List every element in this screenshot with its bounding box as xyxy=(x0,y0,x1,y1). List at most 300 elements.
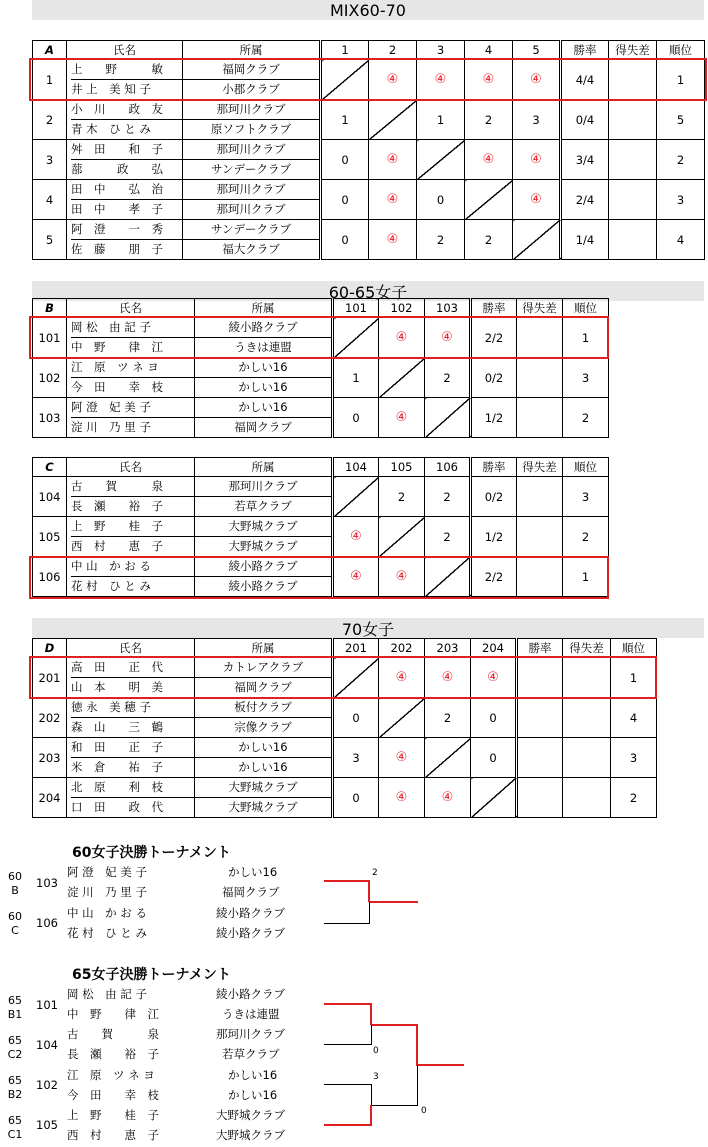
self-match-cell xyxy=(379,698,425,738)
match-score: 2 xyxy=(425,517,471,557)
col-header-affiliation: 所属 xyxy=(195,299,333,318)
bracket-line xyxy=(369,902,370,924)
club-name: 福岡クラブ xyxy=(222,62,280,76)
col-header-name: 氏名 xyxy=(67,299,195,318)
club-name: 大野城クラブ xyxy=(228,519,298,533)
player-name: 淀 川 乃 里 子 xyxy=(71,417,194,437)
table-row xyxy=(33,60,705,100)
match-score: 2 xyxy=(465,100,513,140)
club-name: 若草クラブ xyxy=(195,496,331,516)
player-name: 中 山 か お る xyxy=(67,906,147,920)
col-header: 102 xyxy=(379,299,425,318)
col-header: 101 xyxy=(333,299,379,318)
club-name: かしい16 xyxy=(228,1088,278,1102)
rank: 5 xyxy=(657,100,705,140)
mix-section-title: MIX60-70 xyxy=(32,0,704,20)
point-diff xyxy=(517,557,563,597)
club-name: うきは連盟 xyxy=(195,337,331,357)
rank: 2 xyxy=(563,398,609,438)
player-name: 北 原 利 枝 xyxy=(71,780,163,794)
bracket-line xyxy=(372,1024,418,1026)
win-rate: 2/2 xyxy=(471,318,517,358)
match-score: ④ xyxy=(425,778,471,818)
point-diff xyxy=(563,698,611,738)
self-match-cell xyxy=(379,517,425,557)
rank: 3 xyxy=(563,358,609,398)
player-name: 今 田 幸 枝 xyxy=(71,377,194,397)
col-header-win-rate: 勝率 xyxy=(561,41,609,60)
col-header: 5 xyxy=(513,41,561,60)
club-name: 大野城クラブ xyxy=(195,536,331,556)
pair-number: 3 xyxy=(33,140,67,180)
player-name: 青 木 ひ と み xyxy=(71,119,182,139)
pair-number: 203 xyxy=(33,738,67,778)
club-name: 小郡クラブ xyxy=(183,79,319,99)
match-score: 0 xyxy=(321,220,369,260)
self-match-cell xyxy=(425,557,471,597)
match-score: 0 xyxy=(321,140,369,180)
match-score: 3 xyxy=(513,100,561,140)
pair-number: 202 xyxy=(33,698,67,738)
bracket-score: 0 xyxy=(373,1046,379,1056)
club-name: サンデークラブ xyxy=(211,222,291,236)
bracket-score: 2 xyxy=(372,868,378,878)
match-score: 0 xyxy=(471,698,517,738)
point-diff xyxy=(609,60,657,100)
player-name: 中 山 か お る xyxy=(71,559,151,573)
match-score: ④ xyxy=(425,318,471,358)
table-row xyxy=(33,658,657,698)
point-diff xyxy=(609,180,657,220)
point-diff xyxy=(609,140,657,180)
rank: 1 xyxy=(563,557,609,597)
player-name: 阿 澄 一 秀 xyxy=(71,222,163,236)
bracket-line xyxy=(324,1124,372,1126)
club-name: 大野城クラブ xyxy=(195,797,331,817)
player-name: 岡 松 由 記 子 xyxy=(71,320,151,334)
player-name: 上 野 桂 子 xyxy=(71,519,163,533)
rank: 4 xyxy=(611,698,657,738)
win-rate: 2/4 xyxy=(561,180,609,220)
point-diff xyxy=(563,778,611,818)
club-name: 大野城クラブ xyxy=(216,1128,285,1142)
club-name: かしい16 xyxy=(195,757,331,777)
bracket-line xyxy=(372,1105,418,1106)
player-name: 小 川 政 友 xyxy=(71,102,163,116)
col-header: 106 xyxy=(425,458,471,477)
bracket-score: 3 xyxy=(373,1072,379,1082)
player-name: 上 野 敏 xyxy=(71,62,163,76)
pair-number: 101 xyxy=(36,998,58,1012)
match-score: ④ xyxy=(465,140,513,180)
win-rate: 0/2 xyxy=(471,358,517,398)
pair-number: 103 xyxy=(36,876,58,890)
player-name: 田 中 孝 子 xyxy=(71,199,182,219)
match-score: 0 xyxy=(417,180,465,220)
player-name: 西 村 恵 子 xyxy=(71,536,194,556)
col-header-point-diff: 得失差 xyxy=(563,639,611,658)
club-name: 綾小路クラブ xyxy=(216,926,285,940)
player-name: 岡 松 由 記 子 xyxy=(67,987,147,1001)
club-name: 大野城クラブ xyxy=(216,1108,285,1122)
col-header: 201 xyxy=(333,639,379,658)
match-score: ④ xyxy=(379,557,425,597)
bracket-line xyxy=(370,901,418,903)
pair-number: 106 xyxy=(36,916,58,930)
club-name: 綾小路クラブ xyxy=(195,576,331,596)
match-score: 2 xyxy=(417,220,465,260)
club-name: 那珂川クラブ xyxy=(228,479,298,493)
club-name: 原ソフトクラブ xyxy=(183,119,319,139)
col-header: 103 xyxy=(425,299,471,318)
match-score: 0 xyxy=(333,398,379,438)
match-score: 1 xyxy=(333,358,379,398)
bracket-entry xyxy=(0,862,708,882)
club-name: 大野城クラブ xyxy=(228,780,298,794)
club-name: かしい16 xyxy=(238,740,288,754)
win-rate: 0/4 xyxy=(561,100,609,140)
self-match-cell xyxy=(425,738,471,778)
col-header: 1 xyxy=(321,41,369,60)
club-name: かしい16 xyxy=(228,865,278,879)
final65-title: 65女子決勝トーナメント xyxy=(72,967,231,983)
match-score: 2 xyxy=(425,477,471,517)
col-header-affiliation: 所属 xyxy=(195,639,333,658)
self-match-cell xyxy=(471,778,517,818)
club-name: かしい16 xyxy=(238,400,288,414)
bracket-entry xyxy=(0,1125,708,1145)
player-name: 長 瀬 裕 子 xyxy=(71,496,194,516)
group-letter: B xyxy=(33,299,67,318)
pair-number: 4 xyxy=(33,180,67,220)
bracket-entry xyxy=(0,903,708,923)
player-name: 高 田 正 代 xyxy=(71,660,163,674)
self-match-cell xyxy=(321,60,369,100)
player-name: 花 村 ひ と み xyxy=(67,926,147,940)
point-diff xyxy=(517,477,563,517)
w6065-section-title: 60-65女子 xyxy=(32,281,704,301)
pair-number: 5 xyxy=(33,220,67,260)
mix-standings-table xyxy=(32,40,705,260)
win-rate: 2/2 xyxy=(471,557,517,597)
player-name: 江 原 ツ ネ ヨ xyxy=(67,1068,155,1082)
match-score: ④ xyxy=(379,318,425,358)
bracket-entry xyxy=(0,1065,708,1085)
table-row xyxy=(33,477,609,517)
win-rate: 4/4 xyxy=(561,60,609,100)
col-header: 4 xyxy=(465,41,513,60)
player-name: 古 賀 泉 xyxy=(67,1027,159,1041)
match-score: 2 xyxy=(465,220,513,260)
table-row xyxy=(33,358,609,398)
player-name: 花 村 ひ と み xyxy=(71,576,194,596)
bracket-line xyxy=(417,1065,418,1106)
club-name: 綾小路クラブ xyxy=(228,559,298,573)
club-name: 福岡クラブ xyxy=(195,677,331,697)
self-match-cell xyxy=(333,477,379,517)
club-name: うきは連盟 xyxy=(222,1007,280,1021)
player-name: 長 瀬 裕 子 xyxy=(67,1047,159,1061)
bracket-line xyxy=(416,1024,418,1066)
group-letter: C xyxy=(33,458,67,477)
match-score: 0 xyxy=(321,180,369,220)
match-score: 0 xyxy=(333,778,379,818)
match-score: ④ xyxy=(513,140,561,180)
player-name: 淀 川 乃 里 子 xyxy=(67,885,147,899)
group-c-standings-table xyxy=(32,457,609,597)
pair-number: 102 xyxy=(33,358,67,398)
club-name: 福岡クラブ xyxy=(195,417,331,437)
col-header-point-diff: 得失差 xyxy=(517,458,563,477)
col-header: 3 xyxy=(417,41,465,60)
col-header-rank: 順位 xyxy=(611,639,657,658)
bracket-entry xyxy=(0,923,708,943)
group-label: 65 C1 xyxy=(7,1114,23,1141)
club-name: 福岡クラブ xyxy=(222,885,280,899)
col-header-name: 氏名 xyxy=(67,458,195,477)
club-name: 那珂川クラブ xyxy=(216,182,286,196)
bracket-line xyxy=(324,880,370,882)
col-header: 104 xyxy=(333,458,379,477)
col-header: 105 xyxy=(379,458,425,477)
table-row xyxy=(33,100,705,140)
rank: 1 xyxy=(563,318,609,358)
group-label: 65 B2 xyxy=(7,1074,23,1101)
player-name: 阿 澄 妃 美 子 xyxy=(71,400,151,414)
col-header-rank: 順位 xyxy=(657,41,705,60)
match-score: 0 xyxy=(471,738,517,778)
col-header-win-rate: 勝率 xyxy=(471,299,517,318)
club-name: 宗像クラブ xyxy=(195,717,331,737)
match-score: 0 xyxy=(333,698,379,738)
col-header-rank: 順位 xyxy=(563,458,609,477)
point-diff xyxy=(517,318,563,358)
col-header-rank: 順位 xyxy=(563,299,609,318)
match-score: ④ xyxy=(333,517,379,557)
point-diff xyxy=(563,658,611,698)
self-match-cell xyxy=(379,358,425,398)
final60-title: 60女子決勝トーナメント xyxy=(72,845,231,861)
player-name: 山 本 明 美 xyxy=(71,677,194,697)
group-label: 60 C xyxy=(8,910,22,937)
point-diff xyxy=(517,398,563,438)
rank: 3 xyxy=(657,180,705,220)
bracket-entry xyxy=(0,1024,708,1044)
group-d-standings-table xyxy=(32,638,657,818)
self-match-cell xyxy=(369,100,417,140)
bracket-line xyxy=(418,1064,464,1066)
match-score: ④ xyxy=(369,180,417,220)
player-name: 田 中 弘 治 xyxy=(71,182,163,196)
rank: 2 xyxy=(657,140,705,180)
point-diff xyxy=(609,100,657,140)
pair-number: 105 xyxy=(36,1118,58,1132)
w70-section-title: 70女子 xyxy=(32,618,704,638)
table-row xyxy=(33,698,657,738)
bracket-entry xyxy=(0,1105,708,1125)
table-row xyxy=(33,778,657,818)
col-header-point-diff: 得失差 xyxy=(609,41,657,60)
win-rate: 1/4 xyxy=(561,220,609,260)
club-name: 那珂川クラブ xyxy=(183,199,319,219)
bracket-entry xyxy=(0,1004,708,1024)
bracket-line xyxy=(370,1003,372,1025)
match-score: 2 xyxy=(425,358,471,398)
club-name: 綾小路クラブ xyxy=(228,320,298,334)
player-name: 佐 藤 朋 子 xyxy=(71,239,182,259)
rank: 3 xyxy=(563,477,609,517)
bracket-line xyxy=(324,1003,372,1005)
pair-number: 101 xyxy=(33,318,67,358)
club-name: かしい16 xyxy=(228,1068,278,1082)
col-header-name: 氏名 xyxy=(67,41,183,60)
bracket-line xyxy=(368,880,370,902)
bracket-line xyxy=(324,1084,372,1085)
rank: 4 xyxy=(657,220,705,260)
pair-number: 104 xyxy=(36,1038,58,1052)
rank: 3 xyxy=(611,738,657,778)
player-name: 中 野 律 江 xyxy=(67,1007,159,1021)
point-diff xyxy=(517,358,563,398)
player-name: 今 田 幸 枝 xyxy=(67,1088,159,1102)
table-row xyxy=(33,140,705,180)
match-score: 2 xyxy=(379,477,425,517)
table-row xyxy=(33,738,657,778)
pair-number: 106 xyxy=(33,557,67,597)
bracket-line xyxy=(371,1025,372,1045)
club-name: 綾小路クラブ xyxy=(216,987,285,1001)
match-score: ④ xyxy=(379,398,425,438)
bracket-line xyxy=(324,923,370,924)
player-name: 井 上 美 知 子 xyxy=(71,79,182,99)
table-row xyxy=(33,318,609,358)
win-rate: 1/2 xyxy=(471,398,517,438)
pair-number: 103 xyxy=(33,398,67,438)
match-score: ④ xyxy=(513,60,561,100)
player-name: 和 田 正 子 xyxy=(71,740,163,754)
club-name: かしい16 xyxy=(195,377,331,397)
group-label: 65 C2 xyxy=(7,1034,23,1061)
win-rate: 1/2 xyxy=(471,517,517,557)
player-name: 口 田 政 代 xyxy=(71,797,194,817)
pair-number: 105 xyxy=(33,517,67,557)
col-header-name: 氏名 xyxy=(67,639,195,658)
player-name: 古 賀 泉 xyxy=(71,479,163,493)
club-name: 那珂川クラブ xyxy=(216,102,286,116)
club-name: 綾小路クラブ xyxy=(216,906,285,920)
group-label: 65 B1 xyxy=(7,994,23,1021)
match-score: ④ xyxy=(425,658,471,698)
club-name: カトレアクラブ xyxy=(222,660,304,674)
match-score: 1 xyxy=(321,100,369,140)
player-name: 江 原 ツ ネ ヨ xyxy=(71,360,159,374)
col-header-win-rate: 勝率 xyxy=(471,458,517,477)
group-b-standings-table xyxy=(32,298,609,438)
match-score: ④ xyxy=(417,60,465,100)
col-header: 204 xyxy=(471,639,517,658)
col-header: 202 xyxy=(379,639,425,658)
bracket-entry xyxy=(0,1085,708,1105)
match-score: ④ xyxy=(369,60,417,100)
win-rate: 3/4 xyxy=(561,140,609,180)
match-score: ④ xyxy=(471,658,517,698)
col-header-win-rate: 勝率 xyxy=(517,639,563,658)
point-diff xyxy=(609,220,657,260)
point-diff xyxy=(517,517,563,557)
bracket-entry xyxy=(0,1044,708,1064)
table-row xyxy=(33,517,609,557)
match-score: ④ xyxy=(379,778,425,818)
pair-number: 102 xyxy=(36,1078,58,1092)
player-name: 西 村 恵 子 xyxy=(67,1128,159,1142)
club-name: 若草クラブ xyxy=(222,1047,280,1061)
player-name: 阿 澄 妃 美 子 xyxy=(67,865,147,879)
match-score: ④ xyxy=(379,658,425,698)
club-name: 板付クラブ xyxy=(234,700,292,714)
pair-number: 1 xyxy=(33,60,67,100)
bracket-line xyxy=(324,1044,372,1045)
player-name: 徳 永 美 穂 子 xyxy=(71,700,151,714)
match-score: ④ xyxy=(369,220,417,260)
pair-number: 2 xyxy=(33,100,67,140)
bracket-line xyxy=(371,1084,372,1106)
match-score: ④ xyxy=(513,180,561,220)
bracket-score: 0 xyxy=(421,1106,427,1116)
rank: 2 xyxy=(611,778,657,818)
group-letter: D xyxy=(33,639,67,658)
bracket-entry xyxy=(0,882,708,902)
pair-number: 201 xyxy=(33,658,67,698)
club-name: 福大クラブ xyxy=(183,239,319,259)
pair-number: 204 xyxy=(33,778,67,818)
club-name: 那珂川クラブ xyxy=(216,1027,285,1041)
col-header-affiliation: 所属 xyxy=(195,458,333,477)
match-score: 3 xyxy=(333,738,379,778)
match-score: 1 xyxy=(417,100,465,140)
match-score: ④ xyxy=(369,140,417,180)
player-name: 米 倉 祐 子 xyxy=(71,757,194,777)
win-rate xyxy=(517,778,563,818)
club-name: 那珂川クラブ xyxy=(216,142,286,156)
club-name: かしい16 xyxy=(238,360,288,374)
win-rate xyxy=(517,658,563,698)
group-label: 60 B xyxy=(8,870,22,897)
club-name: サンデークラブ xyxy=(183,159,319,179)
self-match-cell xyxy=(333,318,379,358)
table-row xyxy=(33,220,705,260)
col-header-affiliation: 所属 xyxy=(183,41,321,60)
player-name: 舛 田 和 子 xyxy=(71,142,163,156)
self-match-cell xyxy=(425,398,471,438)
match-score: ④ xyxy=(465,60,513,100)
player-name: 森 山 三 鶴 xyxy=(71,717,194,737)
col-header: 2 xyxy=(369,41,417,60)
bracket-entry xyxy=(0,984,708,1004)
self-match-cell xyxy=(465,180,513,220)
match-score: 2 xyxy=(425,698,471,738)
rank: 1 xyxy=(657,60,705,100)
player-name: 上 野 桂 子 xyxy=(67,1108,159,1122)
self-match-cell xyxy=(417,140,465,180)
win-rate xyxy=(517,698,563,738)
player-name: 中 野 律 江 xyxy=(71,337,194,357)
self-match-cell xyxy=(333,658,379,698)
table-row xyxy=(33,398,609,438)
self-match-cell xyxy=(513,220,561,260)
col-header-point-diff: 得失差 xyxy=(517,299,563,318)
col-header: 203 xyxy=(425,639,471,658)
pair-number: 104 xyxy=(33,477,67,517)
